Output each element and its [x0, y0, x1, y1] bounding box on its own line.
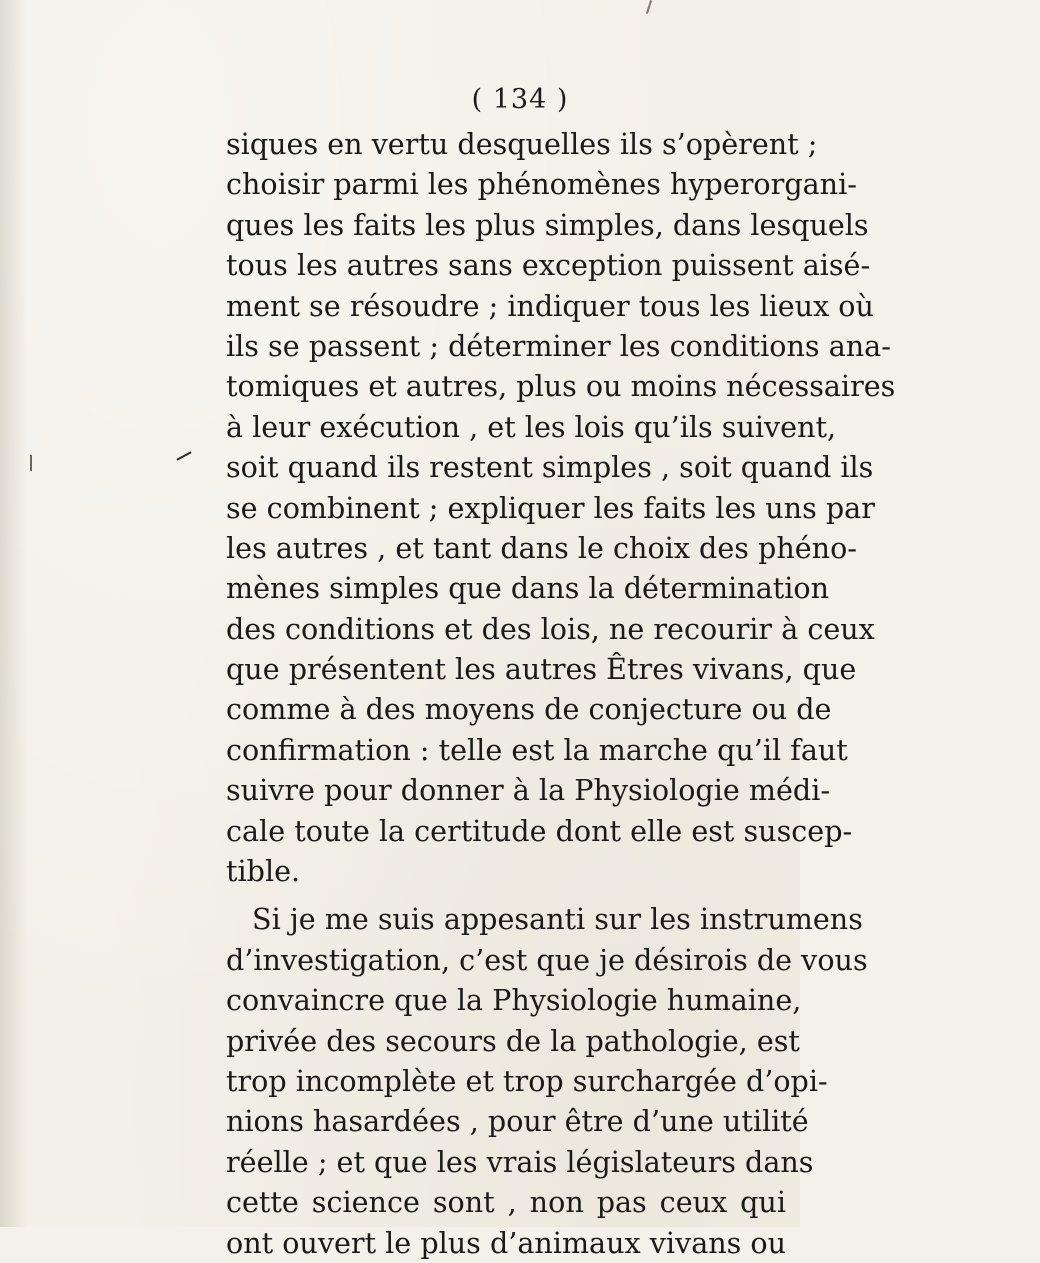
text-line: que présentent les autres Êtres vivans, que — [226, 652, 857, 687]
text-line: trop incomplète et trop surchargée d’opi- — [226, 1063, 828, 1098]
paper-mark — [646, 0, 652, 14]
text-line: choisir parmi les phénomènes hyperorgani- — [226, 167, 857, 202]
text-line: soit quand ils restent simples , soit quand ils — [226, 450, 874, 485]
text-line: les autres , et tant dans le choix des phéno- — [226, 530, 857, 565]
text-line: Si je me suis appesanti sur les instrumens — [252, 902, 863, 937]
text-line: tous les autres sans exception puissent aisé- — [226, 248, 871, 283]
text-line: comme à des moyens de conjecture ou de — [226, 692, 832, 727]
text-line: confirmation : telle est la marche qu’il faut — [226, 732, 848, 767]
text-line: privée des secours de la pathologie, est — [226, 1023, 800, 1058]
paragraph-gap — [226, 891, 786, 899]
text-line: ment se résoudre ; indiquer tous les lieux où — [226, 288, 874, 323]
body-text — [226, 124, 896, 1263]
text-line: mènes simples que dans la détermination — [226, 571, 830, 606]
text-line: ont ouvert le plus d’animaux vivans ou — [226, 1225, 787, 1260]
text-line: nions hasardées , pour être d’une utilité — [226, 1104, 809, 1139]
text-line: tible. — [226, 854, 301, 889]
page-edge-shadow — [0, 0, 28, 1227]
page-number: ( 134 ) — [471, 84, 569, 115]
text-line: des conditions et des lois, ne recourir à ceux — [226, 611, 875, 646]
text-line: cette science sont , non pas ceux qui — [226, 1185, 786, 1220]
text-line: suivre pour donner à la Physiologie médi- — [226, 773, 831, 808]
text-line: tomiques et autres, plus ou moins nécessaires — [226, 369, 896, 404]
text-line: ils se passent ; déterminer les conditions ana- — [226, 328, 891, 363]
text-line: réelle ; et que les vrais législateurs dans — [226, 1144, 814, 1179]
text-line: se combinent ; expliquer les faits les uns par — [226, 490, 875, 525]
text-line: convaincre que la Physiologie humaine, — [226, 983, 802, 1018]
text-line: cale toute la certitude dont elle est suscep- — [226, 813, 853, 848]
text-line: ques les faits les plus simples, dans lesquels — [226, 207, 869, 242]
margin-tick-mark — [30, 455, 32, 471]
text-line: à leur exécution , et les lois qu’ils suivent, — [226, 409, 837, 444]
text-line: d’investigation, c’est que je désirois de vous — [226, 942, 868, 977]
text-line: siques en vertu desquelles ils s’opèrent ; — [226, 127, 818, 161]
margin-pen-mark — [176, 451, 191, 460]
